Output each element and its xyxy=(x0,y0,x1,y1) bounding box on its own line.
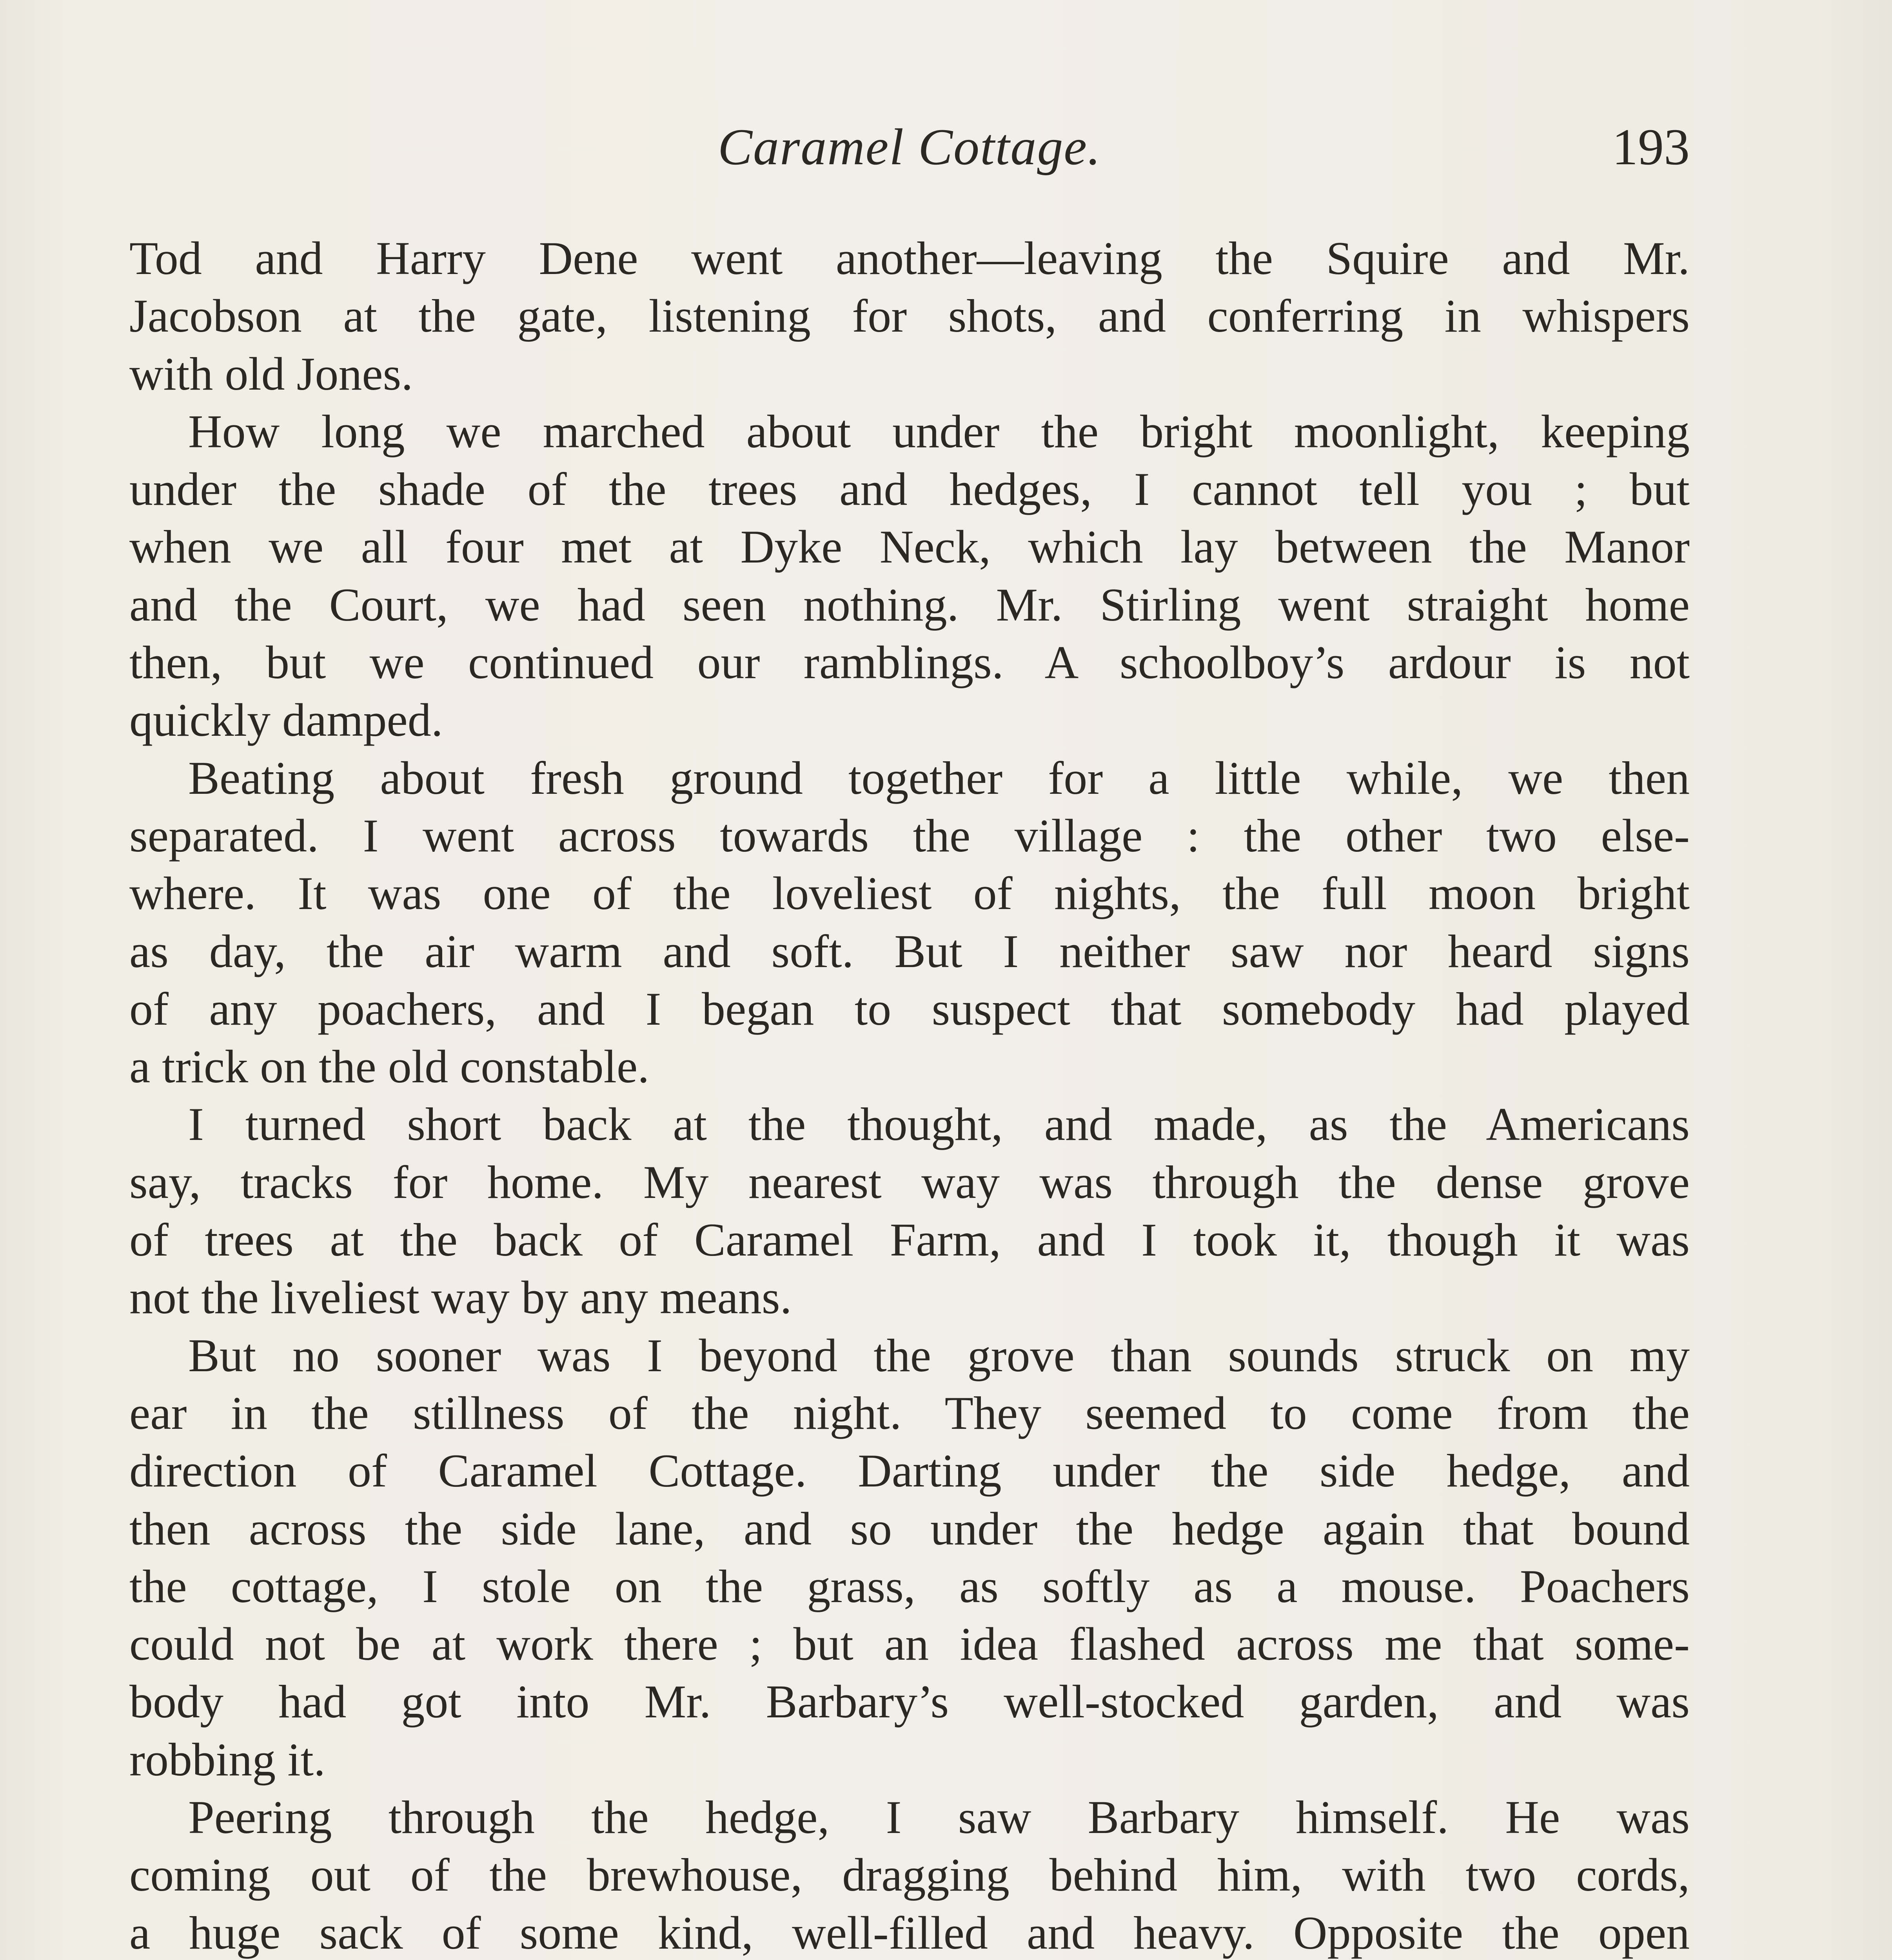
text-line: direction of Caramel Cottage. Darting under the side hedge, and xyxy=(129,1445,1690,1497)
text-line: a huge sack of some kind, well-filled and heavy. Opposite the open xyxy=(129,1906,1690,1959)
text-line: as day, the air warm and soft. But I neither saw nor heard signs xyxy=(129,925,1690,977)
text-line: How long we marched about under the bright moonlight, keeping xyxy=(188,405,1690,457)
text-line: could not be at work there ; but an idea flashed across me that some- xyxy=(129,1618,1690,1670)
text-line: Jacobson at the gate, listening for shots, and conferring in whispers xyxy=(129,290,1690,342)
text-line: of trees at the back of Caramel Farm, and I took it, though it was xyxy=(129,1214,1690,1266)
text-line: not the liveliest way by any means. xyxy=(129,1271,792,1324)
text-line: ear in the stillness of the night. They seemed to come from the xyxy=(129,1387,1690,1439)
text-line: I turned short back at the thought, and made, as the Americans xyxy=(188,1098,1690,1151)
text-line: then, but we continued our ramblings. A schoolboy’s ardour is not xyxy=(129,636,1690,689)
page-header xyxy=(129,114,1690,180)
text-line: of any poachers, and I began to suspect that somebody had played xyxy=(129,982,1690,1035)
text-line: But no sooner was I beyond the grove than sounds struck on my xyxy=(188,1329,1690,1381)
text-line: Tod and Harry Dene went another—leaving the Squire and Mr. xyxy=(129,232,1690,284)
text-line: where. It was one of the loveliest of nights, the full moon bright xyxy=(129,867,1690,920)
text-line: separated. I went across towards the village : the other two else- xyxy=(129,809,1690,862)
text-line: a trick on the old constable. xyxy=(129,1040,650,1093)
text-line: the cottage, I stole on the grass, as softly as a mouse. Poachers xyxy=(129,1560,1690,1612)
text-line: then across the side lane, and so under the hedge again that bound xyxy=(129,1502,1690,1555)
text-line: under the shade of the trees and hedges, I cannot tell you ; but xyxy=(129,463,1690,515)
text-line: quickly damped. xyxy=(129,694,443,746)
text-line: coming out of the brewhouse, dragging behind him, with two cords, xyxy=(129,1849,1690,1901)
text-line: Peering through the hedge, I saw Barbary himself. He was xyxy=(188,1791,1690,1844)
running-title: Caramel Cottage. xyxy=(718,118,1101,176)
text-line: and the Court, we had seen nothing. Mr. Stirling went straight home xyxy=(129,578,1690,631)
text-line: body had got into Mr. Barbary’s well-stocked garden, and was xyxy=(129,1675,1690,1728)
text-line: Beating about fresh ground together for a little while, we then xyxy=(188,751,1690,804)
body-text xyxy=(129,229,1690,1960)
text-line: when we all four met at Dyke Neck, which lay between the Manor xyxy=(129,521,1690,573)
text-line: with old Jones. xyxy=(129,347,413,400)
text-line: say, tracks for home. My nearest way was through the dense grove xyxy=(129,1156,1690,1208)
page-number: 193 xyxy=(1612,118,1690,176)
text-line: robbing it. xyxy=(129,1733,325,1786)
